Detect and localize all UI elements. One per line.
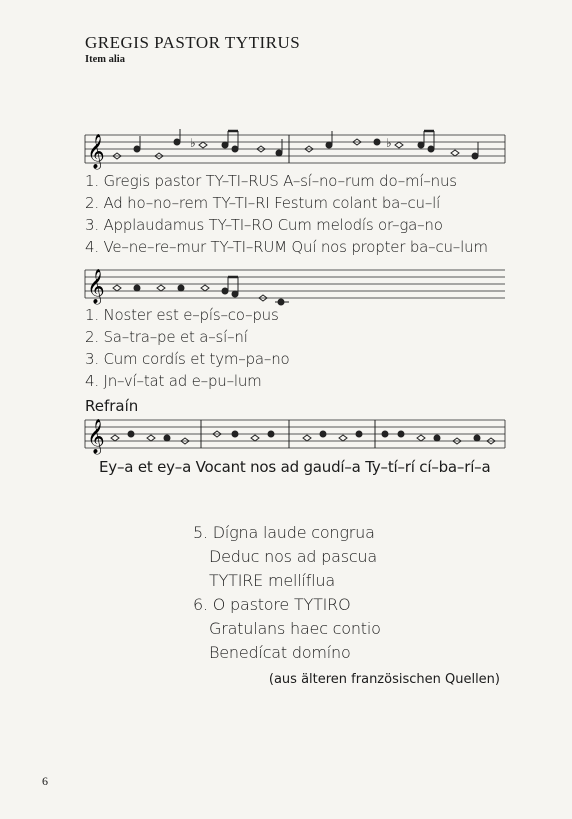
svg-text:♭: ♭ <box>386 136 392 150</box>
stanza-line: Gratulans haec contio <box>209 619 381 638</box>
verse-line: 3. Cum cordís et tym–pa–no <box>85 350 290 368</box>
svg-text:♭: ♭ <box>190 136 196 150</box>
music-staff-refrain <box>85 418 505 454</box>
verse-line: 2. Sa–tra–pe et a–sí–ní <box>85 328 248 346</box>
stanza-6 <box>193 593 381 665</box>
source-note: (aus älteren französischen Quellen) <box>268 672 500 687</box>
verse-line: 4. Jn–ví–tat ad e–pu–lum <box>85 372 262 390</box>
treble-clef-icon: 𝄞 <box>87 134 105 169</box>
stanza-line: TYTIRE mellíflua <box>209 571 335 590</box>
verse-line: 2. Ad ho–no–rem TY–TI–RI Festum colant ba–cu–lí <box>85 194 441 212</box>
refrain-label: Refraín <box>85 397 139 415</box>
stanza-line: Benedícat domíno <box>209 643 351 662</box>
music-staff-1 <box>85 133 505 169</box>
page-title: GREGIS PASTOR TYTIRUS <box>85 33 301 52</box>
verse-line: 1. Gregis pastor TY–TI–RUS A–sí–no–rum do–mí–nus <box>85 172 457 190</box>
music-staff-2 <box>85 268 505 304</box>
stanza-5 <box>193 521 377 593</box>
refrain-lyric: Ey–a et ey–a Vocant nos ad gaudí–a Ty–tí–rí cí–ba–rí–a <box>99 458 491 476</box>
verses-part-2 <box>85 304 290 392</box>
stanza-line: 6. O pastore TYTIRO <box>193 595 351 614</box>
verse-line: 3. Applaudamus TY–TI–RO Cum melodís or–ga–no <box>85 216 443 234</box>
verses-part-1 <box>85 170 488 258</box>
treble-clef-icon: 𝄞 <box>87 419 105 454</box>
page-number: 6 <box>42 774 48 788</box>
treble-clef-icon: 𝄞 <box>87 269 105 304</box>
stanza-line: Deduc nos ad pascua <box>209 547 377 566</box>
subtitle: Item alia <box>85 54 125 65</box>
verse-line: 4. Ve–ne–re–mur TY–TI–RUM Quí nos propter ba–cu–lum <box>85 238 488 256</box>
stanza-line: 5. Dígna laude congrua <box>193 523 375 542</box>
verse-line: 1. Noster est e–pís–co–pus <box>85 306 279 324</box>
